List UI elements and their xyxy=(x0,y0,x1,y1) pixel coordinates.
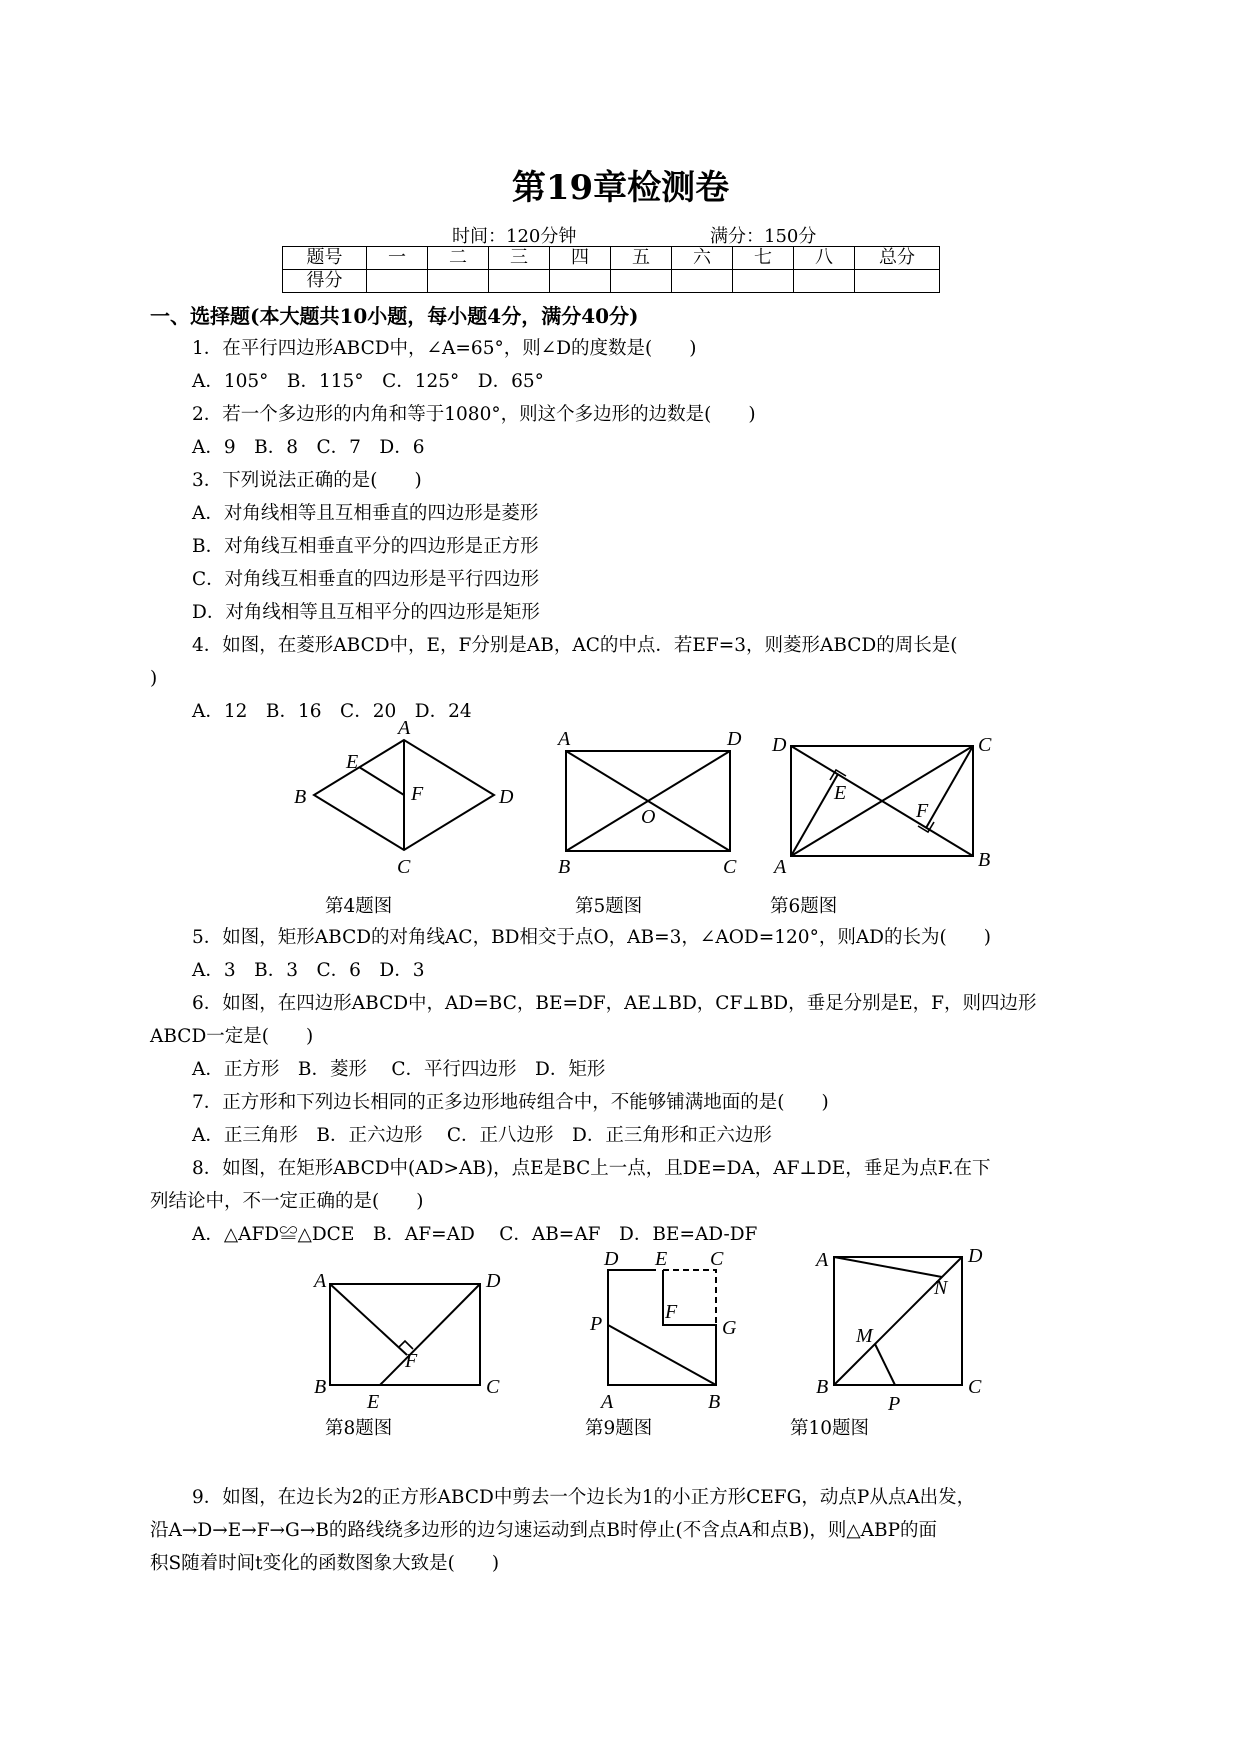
fig9-label-g: G xyxy=(722,1317,737,1339)
question-3-option-d: D．对角线相等且互相平分的四边形是矩形 xyxy=(192,602,540,623)
fig4-label-d: D xyxy=(499,786,514,808)
fig8-label-d: D xyxy=(486,1270,501,1292)
fig8-label-b: B xyxy=(314,1376,327,1398)
score-table-cell: 四 xyxy=(550,247,611,270)
fig4-label-c: C xyxy=(397,856,411,878)
question-4-stem: 4．如图，在菱形ABCD中，E，F分别是AB，AC的中点．若EF=3，则菱形ABCD的周长是( xyxy=(192,635,958,656)
question-5-options: A．3 B．3 C．6 D．3 xyxy=(192,960,425,981)
question-2-stem: 2．若一个多边形的内角和等于1080°，则这个多边形的边数是( ) xyxy=(192,404,756,425)
fig6-label-a: A xyxy=(774,856,787,878)
section-heading: 一、选择题(本大题共10小题，每小题4分，满分40分) xyxy=(150,304,639,328)
exam-time: 时间：120分钟 xyxy=(452,226,577,247)
score-table-cell: 一 xyxy=(367,247,428,270)
fig10-label-a: A xyxy=(816,1249,829,1271)
question-7-options: A．正三角形 B．正六边形 C．正八边形 D．正三角形和正六边形 xyxy=(192,1125,772,1146)
score-table-cell: 五 xyxy=(611,247,672,270)
question-3-option-b: B．对角线互相垂直平分的四边形是正方形 xyxy=(192,536,539,557)
figure-6-quadrilateral xyxy=(791,746,973,856)
fig4-label-f: F xyxy=(411,783,424,805)
fig5-label-a: A xyxy=(558,728,571,750)
question-4-stem-cont: ) xyxy=(150,668,158,689)
fig5-label-d: D xyxy=(727,728,742,750)
fig10-label-m: M xyxy=(856,1325,873,1347)
fig8-label-c: C xyxy=(486,1376,500,1398)
question-2-options: A．9 B．8 C．7 D．6 xyxy=(192,437,425,458)
question-3-option-c: C．对角线互相垂直的四边形是平行四边形 xyxy=(192,569,540,590)
figure-4-caption: 第4题图 xyxy=(325,896,393,917)
score-table-cell: 题号 xyxy=(283,247,367,270)
figure-10-caption: 第10题图 xyxy=(790,1418,870,1439)
fig5-label-c: C xyxy=(723,856,737,878)
figure-9-caption: 第9题图 xyxy=(585,1418,653,1439)
fig4-label-b: B xyxy=(294,786,307,808)
question-6-stem-cont: ABCD一定是( ) xyxy=(150,1026,314,1047)
exam-full-score: 满分：150分 xyxy=(710,226,817,247)
fig6-label-e: E xyxy=(834,782,847,804)
score-table-cell: 三 xyxy=(489,247,550,270)
fig10-label-d: D xyxy=(968,1245,983,1267)
fig8-label-f: F xyxy=(405,1350,418,1372)
question-7-stem: 7．正方形和下列边长相同的正多边形地砖组合中，不能够铺满地面的是( ) xyxy=(192,1092,829,1113)
fig9-label-d: D xyxy=(604,1248,619,1270)
fig6-label-d: D xyxy=(772,734,787,756)
figure-4-rhombus xyxy=(314,740,494,850)
figure-5-rectangle xyxy=(566,751,730,851)
question-9-line-2: 沿A→D→E→F→G→B的路线绕多边形的边匀速运动到点B时停止(不含点A和点B)，则△ABP的面 xyxy=(150,1520,938,1541)
fig10-label-p: P xyxy=(888,1393,901,1415)
fig8-label-a: A xyxy=(314,1270,327,1292)
fig9-label-c: C xyxy=(710,1248,724,1270)
fig10-label-c: C xyxy=(968,1376,982,1398)
question-3-stem: 3．下列说法正确的是( ) xyxy=(192,470,422,491)
question-8-options: A．△AFD≌△DCE B．AF=AD C．AB=AF D．BE=AD-DF xyxy=(192,1224,758,1245)
score-table-cell: 八 xyxy=(794,247,855,270)
fig5-label-b: B xyxy=(558,856,571,878)
figure-6-caption: 第6题图 xyxy=(770,896,838,917)
question-1-stem: 1．在平行四边形ABCD中，∠A=65°，则∠D的度数是( ) xyxy=(192,338,697,359)
question-6-stem: 6．如图，在四边形ABCD中，AD=BC，BE=DF，AE⊥BD，CF⊥BD，垂足分别是E，F，则四边形 xyxy=(192,993,1037,1014)
fig4-label-e: E xyxy=(346,751,359,773)
fig9-label-a: A xyxy=(601,1391,614,1413)
question-6-options: A．正方形 B．菱形 C．平行四边形 D．矩形 xyxy=(192,1059,606,1080)
page-title: 第19章检测卷 xyxy=(511,168,730,208)
score-table-cell: 六 xyxy=(672,247,733,270)
fig9-label-f: F xyxy=(665,1301,678,1323)
score-table-cell: 得分 xyxy=(283,270,367,293)
fig5-label-o: O xyxy=(641,806,656,828)
question-8-stem: 8．如图，在矩形ABCD中(AD>AB)，点E是BC上一点，且DE=DA，AF⊥DE，垂足为点F.在下 xyxy=(192,1158,991,1179)
fig6-label-b: B xyxy=(978,849,991,871)
score-table-cell: 总分 xyxy=(855,247,940,270)
fig8-label-e: E xyxy=(367,1391,380,1413)
fig10-label-n: N xyxy=(934,1277,948,1299)
question-9-line-1: 9．如图，在边长为2的正方形ABCD中剪去一个边长为1的小正方形CEFG，动点P从点A出发， xyxy=(192,1487,976,1508)
question-8-stem-cont: 列结论中，不一定正确的是( ) xyxy=(150,1191,424,1212)
figure-8-caption: 第8题图 xyxy=(325,1418,393,1439)
question-3-option-a: A．对角线相等且互相垂直的四边形是菱形 xyxy=(192,503,539,524)
fig9-label-p: P xyxy=(590,1313,603,1335)
question-4-options: A．12 B．16 C．20 D．24 xyxy=(192,701,472,722)
fig9-label-e: E xyxy=(655,1248,668,1270)
score-table-cell: 七 xyxy=(733,247,794,270)
fig10-label-b: B xyxy=(816,1376,829,1398)
figure-5-caption: 第5题图 xyxy=(575,896,643,917)
question-9-line-3: 积S随着时间t变化的函数图象大致是( ) xyxy=(150,1553,500,1574)
fig6-label-f: F xyxy=(916,800,929,822)
fig6-label-c: C xyxy=(978,734,992,756)
question-1-options: A．105° B．115° C．125° D．65° xyxy=(192,371,544,392)
score-table-cell: 二 xyxy=(428,247,489,270)
figure-9-cut-square xyxy=(608,1270,716,1385)
fig4-label-a: A xyxy=(398,717,411,739)
fig9-label-b: B xyxy=(708,1391,721,1413)
question-5-stem: 5．如图，矩形ABCD的对角线AC，BD相交于点O，AB=3，∠AOD=120°，则AD的长为( ) xyxy=(192,927,991,948)
